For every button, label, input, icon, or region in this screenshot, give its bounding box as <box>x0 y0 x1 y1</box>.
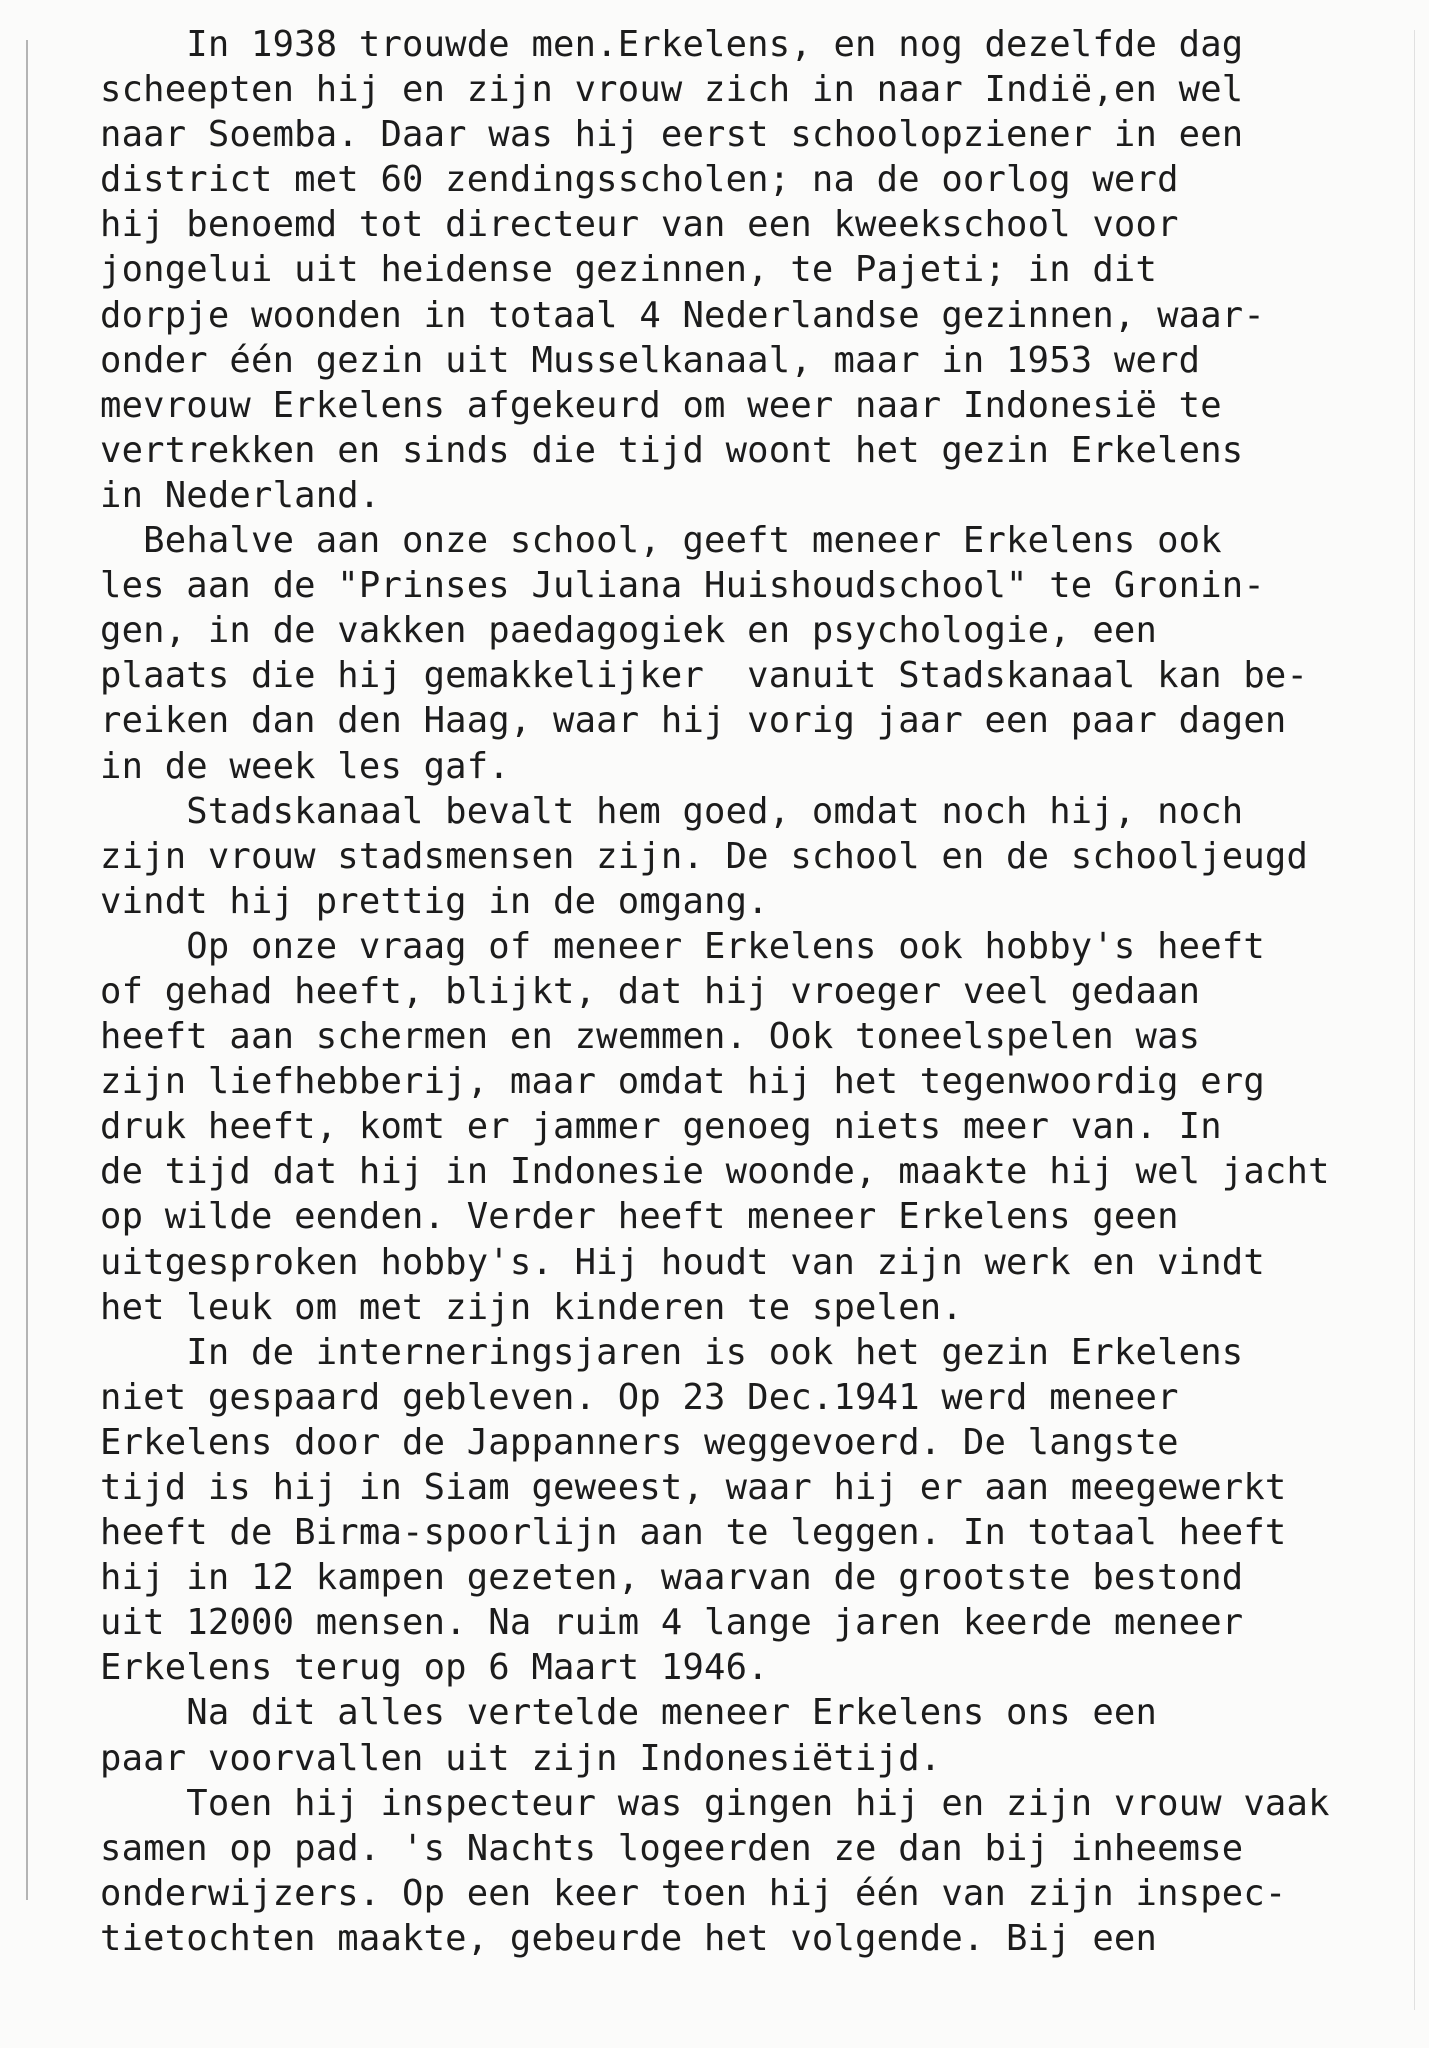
text-line: zijn vrouw stadsmensen zijn. De school en de schooljeugd <box>100 835 1309 877</box>
text-line: Toen hij inspecteur was gingen hij en zijn vrouw vaak <box>100 1782 1330 1824</box>
text-line: vertrekken en sinds die tijd woont het gezin Erkelens <box>100 429 1244 471</box>
text-line: druk heeft, komt er jammer genoeg niets meer van. In <box>100 1106 1222 1148</box>
text-line: mevrouw Erkelens afgekeurd om weer naar Indonesië te <box>100 384 1222 426</box>
text-line: in de week les gaf. <box>100 745 510 787</box>
text-line: de tijd dat hij in Indonesie woonde, maakte hij wel jacht <box>100 1151 1330 1193</box>
text-line: zijn liefhebberij, maar omdat hij het tegenwoordig erg <box>100 1061 1265 1103</box>
text-line: Erkelens door de Jappanners weggevoerd. De langste <box>100 1421 1179 1463</box>
text-line: op wilde eenden. Verder heeft meneer Erkelens geen <box>100 1196 1179 1238</box>
text-line: Op onze vraag of meneer Erkelens ook hobby's heeft <box>100 925 1265 967</box>
text-line: heeft de Birma-spoorlijn aan te leggen. In totaal heeft <box>100 1512 1287 1554</box>
text-line: Stadskanaal bevalt hem goed, omdat noch hij, noch <box>100 790 1244 832</box>
text-line: plaats die hij gemakkelijker vanuit Stadskanaal kan be- <box>100 655 1309 697</box>
text-line: les aan de "Prinses Juliana Huishoudschool" te Gronin- <box>100 565 1265 607</box>
text-line: samen op pad. 's Nachts logeerden ze dan bij inheemse <box>100 1827 1244 1869</box>
text-line: reiken dan den Haag, waar hij vorig jaar een paar dagen <box>100 700 1287 742</box>
text-line: het leuk om met zijn kinderen te spelen. <box>100 1286 963 1328</box>
text-line: onder één gezin uit Musselkanaal, maar in 1953 werd <box>100 339 1201 381</box>
text-line: uitgesproken hobby's. Hij houdt van zijn werk en vindt <box>100 1241 1265 1283</box>
text-line: Erkelens terug op 6 Maart 1946. <box>100 1647 769 1689</box>
text-line: Na dit alles vertelde meneer Erkelens ons een <box>100 1692 1158 1734</box>
text-line: niet gespaard gebleven. Op 23 Dec.1941 werd meneer <box>100 1376 1179 1418</box>
text-line: Behalve aan onze school, geeft meneer Erkelens ook <box>100 520 1222 562</box>
right-edge-line <box>1414 30 1415 2010</box>
text-line: jongelui uit heidense gezinnen, te Pajeti; in dit <box>100 249 1158 291</box>
text-line: hij benoemd tot directeur van een kweekschool voor <box>100 204 1179 246</box>
text-line: gen, in de vakken paedagogiek en psychologie, een <box>100 610 1158 652</box>
text-line: district met 60 zendingsscholen; na de oorlog werd <box>100 159 1179 201</box>
body-text <box>100 22 1360 1961</box>
text-line: hij in 12 kampen gezeten, waarvan de grootste bestond <box>100 1557 1244 1599</box>
text-line: dorpje woonden in totaal 4 Nederlandse gezinnen, waar- <box>100 294 1265 336</box>
text-line: paar voorvallen uit zijn Indonesiëtijd. <box>100 1737 942 1779</box>
text-line: naar Soemba. Daar was hij eerst schoolopziener in een <box>100 114 1244 156</box>
text-line: tijd is hij in Siam geweest, waar hij er aan meegewerkt <box>100 1467 1287 1508</box>
text-line: heeft aan schermen en zwemmen. Ook toneelspelen was <box>100 1016 1201 1058</box>
text-line: tietochten maakte, gebeurde het volgende. Bij een <box>100 1917 1158 1959</box>
text-line: In de interneringsjaren is ook het gezin Erkelens <box>100 1331 1244 1373</box>
text-line: onderwijzers. Op een keer toen hij één van zijn inspec- <box>100 1872 1287 1914</box>
left-margin-line <box>26 40 28 1900</box>
text-line: In 1938 trouwde men.Erkelens, en nog dezelfde dag <box>100 24 1244 65</box>
text-line: vindt hij prettig in de omgang. <box>100 880 769 922</box>
text-line: in Nederland. <box>100 474 381 516</box>
text-line: scheepten hij en zijn vrouw zich in naar Indië,en wel <box>100 69 1244 111</box>
text-line: of gehad heeft, blijkt, dat hij vroeger veel gedaan <box>100 970 1201 1012</box>
text-line: uit 12000 mensen. Na ruim 4 lange jaren keerde meneer <box>100 1602 1244 1644</box>
